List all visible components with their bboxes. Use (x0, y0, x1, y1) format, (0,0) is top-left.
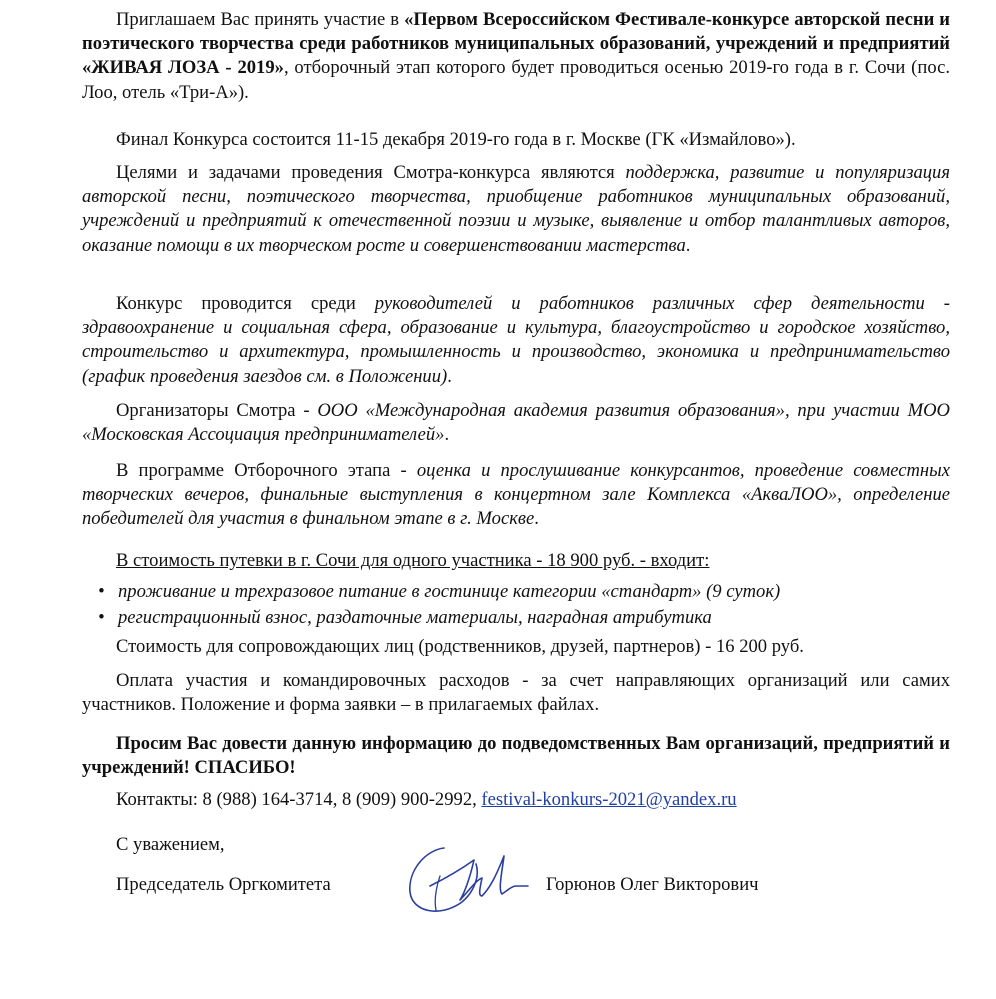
contacts-label: Контакты: 8 (988) 164-3714, 8 (909) 900-2992, (116, 789, 482, 810)
goals-tail: . (685, 234, 691, 256)
goals-lead: Целями и задачами проведения Смотра-конкурса являются (116, 162, 626, 183)
program-tail: . (534, 508, 539, 530)
companion-price: Стоимость для сопровождающих лиц (родственников, друзей, партнеров) - 16 200 руб. (116, 636, 804, 657)
invitation-paragraph (82, 8, 950, 105)
chairman-name: Горюнов Олег Викторович (546, 874, 759, 895)
participants-tail: . (447, 365, 452, 387)
price-item (98, 581, 780, 603)
program-paragraph (82, 459, 950, 532)
program-list: оценка и прослушивание конкурсантов, проведение совместных творческих вечеров, финальные выступления в концертном зале Комплекса «АкваЛОО», определение победителей для участия в финальном этапе в г. Москве (82, 460, 950, 530)
email-link[interactable]: festival-konkurs-2021@yandex.ru (481, 789, 737, 810)
participants-lead: Конкурс проводится среди (116, 293, 375, 314)
signature-image (400, 836, 532, 920)
payment-paragraph (82, 669, 950, 717)
invitation-lead: Приглашаем Вас принять участие в (116, 9, 405, 30)
goals-paragraph (82, 161, 950, 258)
invitation-tail: , отборочный этап которого будет проводиться осенью 2019-го года в г. Сочи (пос. Лоо, отель «Три-А»). (82, 57, 950, 103)
bullet-icon: • (98, 581, 105, 602)
price-heading: В стоимость путевки в г. Сочи для одного участника - 18 900 руб. - входит: (116, 550, 710, 571)
chairman-position: Председатель Оргкомитета (116, 874, 331, 895)
price-item-text: проживание и трехразовое питание в гостинице категории «стандарт» (9 суток) (118, 581, 781, 602)
program-lead: В программе Отборочного этапа - (116, 460, 417, 481)
organizers-list: ООО «Международная академия развития образования», при участии МОО «Московская Ассоциация предпринимателей» (82, 400, 950, 446)
organizers-lead: Организаторы Смотра - (116, 400, 318, 421)
participants-list: руководителей и работников различных сфер деятельности - здравоохранение и социальная сфера, образование и культура, благоустройство и городское хозяйство, строительство и архитектура, промышленность и производство, экономика и предпринимательство (график проведения заездов см. в Положении) (82, 293, 950, 387)
request-paragraph (82, 732, 950, 780)
regards-text: С уважением, (116, 834, 225, 855)
final-text: Финал Конкурса состоится 11-15 декабря 2019-го года в г. Москве (ГК «Измайлово»). (116, 129, 796, 150)
price-item (98, 607, 712, 629)
participants-paragraph (82, 292, 950, 389)
contacts-line (116, 789, 737, 811)
payment-text: Оплата участия и командировочных расходов - за счет направляющих организаций или самих участников. Положение и форма заявки – в прилагаемых файлах. (82, 670, 950, 716)
organizers-tail: . (444, 424, 450, 446)
request-text: Просим Вас довести данную информацию до подведомственных Вам организаций, предприятий и учреждений! СПАСИБО! (82, 733, 950, 779)
organizers-paragraph (82, 399, 950, 447)
price-item-text: регистрационный взнос, раздаточные материалы, наградная атрибутика (118, 607, 712, 628)
bullet-icon: • (98, 607, 105, 628)
goals-list: поддержка, развитие и популяризация авторской песни, поэтического творчества, приобщение работников муниципальных образований, учреждений и предприятий к отечественной поэзии и музыке, выявление и отбор талантливых авторов, оказание помощи в их творческом росте и совершенствовании мастерства (82, 162, 950, 256)
final-paragraph (82, 128, 950, 152)
festival-title: «Первом Всероссийском Фестивале-конкурсе авторской песни и поэтического творчества среди работников муниципальных образований, учреждений и предприятий «ЖИВАЯ ЛОЗА - 2019» (82, 9, 951, 79)
